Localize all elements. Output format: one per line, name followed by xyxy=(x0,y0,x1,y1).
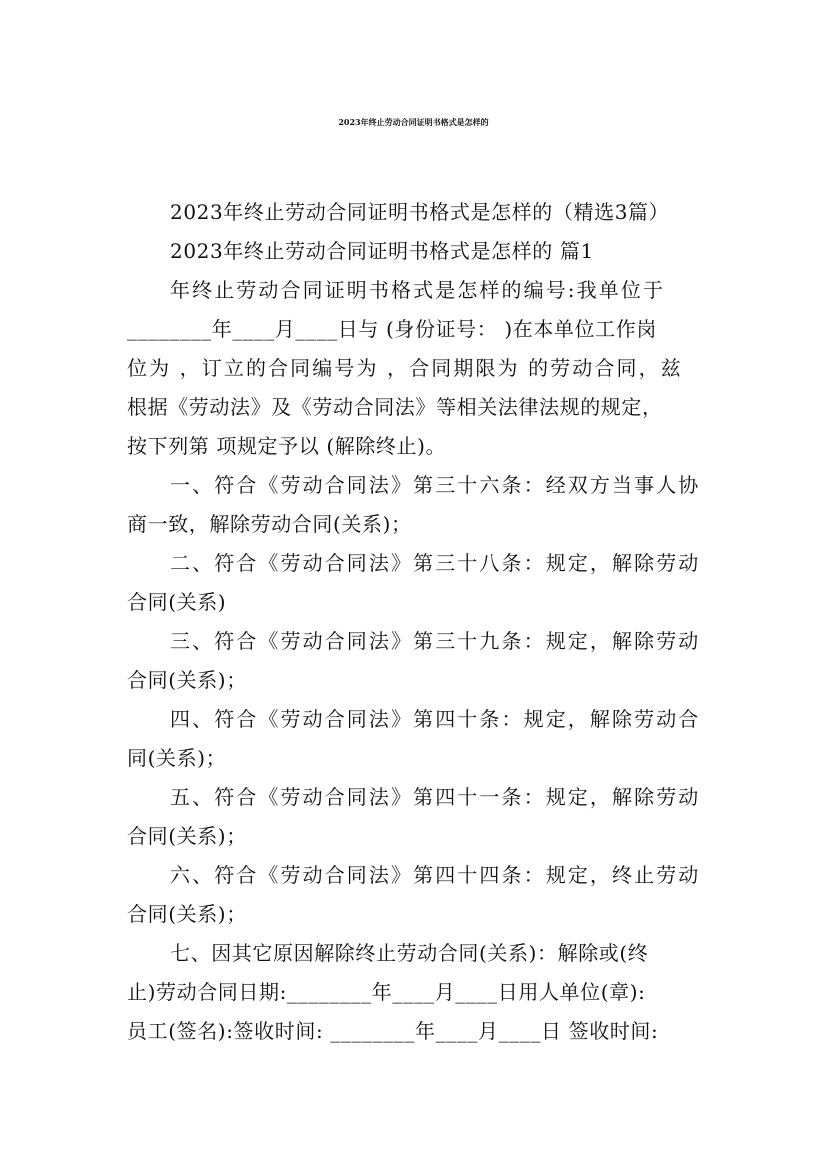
clause-line: 合同(关系)； xyxy=(127,902,247,926)
clause-line: 一、符合《劳动合同法》第三十六条：经双方当事人协 xyxy=(170,473,701,497)
clause-line: 四、符合《劳动合同法》第四十条：规定，解除劳动合 xyxy=(170,707,701,731)
paragraph-line: 年终止劳动合同证明书格式是怎样的编号:我单位于 xyxy=(170,278,666,302)
clause-line: 三、符合《劳动合同法》第三十九条：规定，解除劳动 xyxy=(170,629,701,653)
clause-line: 合同(关系)； xyxy=(127,668,247,692)
clause-line: 二、符合《劳动合同法》第三十八条：规定，解除劳动 xyxy=(170,551,701,575)
clause-line: 五、符合《劳动合同法》第四十一条：规定，解除劳动 xyxy=(170,785,701,809)
clause-line: 七、因其它原因解除终止劳动合同(关系)：解除或(终 xyxy=(170,941,649,965)
paragraph-line: 按下列第 项规定予以 (解除终止)。 xyxy=(127,434,447,458)
clause-line: 六、符合《劳动合同法》第四十四条：规定，终止劳动 xyxy=(170,863,701,887)
section-heading: 2023年终止劳动合同证明书格式是怎样的 篇1 xyxy=(170,239,594,263)
paragraph-line: ________年____月____日与 (身份证号： )在本单位工作岗 xyxy=(127,317,657,341)
paragraph-line: 位为 ，订立的合同编号为 ，合同期限为 的劳动合同，兹 xyxy=(127,356,683,380)
clause-line: 止)劳动合同日期:________年____月____日用人单位(章): xyxy=(127,980,646,1004)
subtitle-line: 2023年终止劳动合同证明书格式是怎样的（精选3篇） xyxy=(170,200,670,224)
clause-line: 合同(关系)； xyxy=(127,824,247,848)
clause-line: 同(关系)； xyxy=(127,746,227,770)
signature-line: 员工(签名):签收时间: ________年____月____日 签收时间: xyxy=(127,1019,659,1043)
document-title: 2023年终止劳动合同证明书格式是怎样的 xyxy=(338,117,489,127)
clause-line: 合同(关系) xyxy=(127,590,227,614)
paragraph-line: 根据《劳动法》及《劳动合同法》等相关法律法规的规定， xyxy=(127,395,663,419)
clause-line: 商一致，解除劳动合同(关系)； xyxy=(127,512,412,536)
